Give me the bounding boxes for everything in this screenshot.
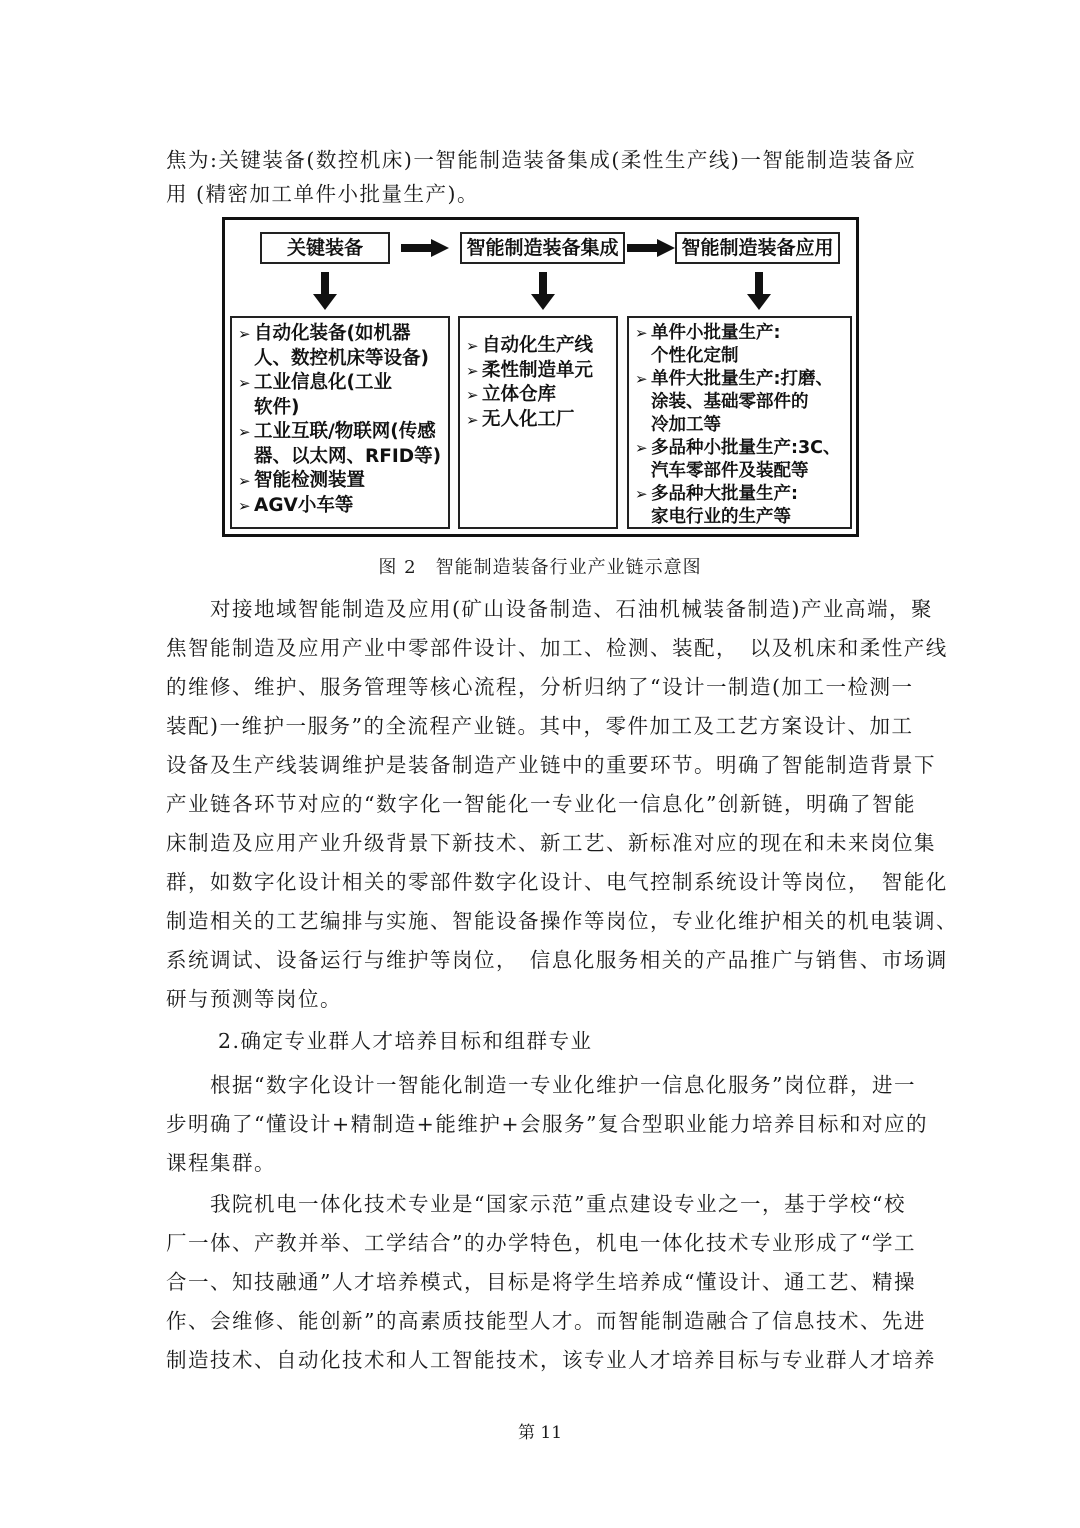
paragraph-line: 课程集群。 xyxy=(166,1151,276,1175)
down-arrow-icon xyxy=(531,272,555,310)
arrowhead-bullet-icon: ➢ xyxy=(635,324,648,342)
arrowhead-bullet-icon: ➢ xyxy=(238,325,251,343)
intro-line: 用 (精密加工单件小批量生产)。 xyxy=(166,182,480,206)
arrowhead-bullet-icon: ➢ xyxy=(635,485,648,503)
paragraph-line: 对接地域智能制造及应用(矿山设备制造、石油机械装备制造)产业高端，聚 xyxy=(210,597,933,621)
paragraph-line: 的维修、维护、服务管理等核心流程，分析归纳了“设计一制造(加工一检测一 xyxy=(166,675,914,699)
list-item: ➢ 多品种小批量生产:3C、 xyxy=(635,438,841,458)
paragraph-line: 步明确了“懂设计+精制造+能维护+会服务”复合型职业能力培养目标和对应的 xyxy=(166,1112,928,1136)
arrowhead-bullet-icon: ➢ xyxy=(466,410,479,429)
paragraph-line: 产业链各环节对应的“数字化一智能化一专业化一信息化”创新链，明确了智能 xyxy=(166,792,916,816)
arrowhead-bullet-icon: ➢ xyxy=(238,496,251,515)
paragraph-line: 合一、知技融通”人才培养模式，目标是将学生培养成“懂设计、通工艺、精操 xyxy=(166,1270,916,1294)
list-item: ➢ 立体仓库 xyxy=(466,383,612,408)
arrowhead-bullet-icon: ➢ xyxy=(635,439,648,457)
arrowhead-bullet-icon: ➢ xyxy=(466,337,479,355)
arrowhead-bullet-icon: ➢ xyxy=(238,423,251,441)
header-key-equipment: 关键装备 xyxy=(260,232,390,264)
paragraph-line: 设备及生产线装调维护是装备制造产业链中的重要环节。明确了智能制造背景下 xyxy=(166,753,936,777)
arrowhead-bullet-icon: ➢ xyxy=(238,374,251,392)
paragraph-line: 床制造及应用产业升级背景下新技术、新工艺、新标准对应的现在和未来岗位集 xyxy=(166,831,936,855)
paragraph-line: 我院机电一体化技术专业是“国家示范”重点建设专业之一，基于学校“校 xyxy=(210,1192,906,1216)
page-number: 第 11 xyxy=(517,1423,563,1443)
integration-list xyxy=(458,316,618,529)
list-item: ➢ 智能检测装置 xyxy=(238,469,444,494)
key-equipment-list: ➢ 自动化装备(如机器 人、数控机床等设备) ➢ 工业信息化(工业 软件) ➢ 工业互联/物联网(传感 器、以太网、RFID等) ➢ 智能检测装置 ➢ AGV小车等 xyxy=(230,316,450,529)
paragraph-line: 作、会维修、能创新”的高素质技能型人才。而智能制造融合了信息技术、先进 xyxy=(166,1309,926,1333)
list-item: ➢ 单件大批量生产:打磨、 xyxy=(635,369,833,389)
figure-caption: 图 2 智能制造装备行业产业链示意图 xyxy=(378,557,702,578)
list-item: ➢ 工业信息化(工业 xyxy=(238,371,444,396)
paragraph-line: 装配)一维护一服务”的全流程产业链。其中，零件加工及工艺方案设计、加工 xyxy=(166,714,914,738)
down-arrow-icon xyxy=(747,272,771,310)
right-arrow-icon xyxy=(627,239,675,257)
header-equipment-application: 智能制造装备应用 xyxy=(675,232,840,264)
application-list: ➢ 单件小批量生产: 个性化定制 ➢ 单件大批量生产:打磨、 涂装、基础零部件的 冷加工等 ➢ 多品种小批量生产:3C、 汽车零部件及装配等 ➢ 多品种大批量生产: 家电行业的生产等 xyxy=(627,316,852,529)
paragraph-line: 群，如数字化设计相关的零部件数字化设计、电气控制系统设计等岗位， 智能化 xyxy=(166,870,948,894)
paragraph-line: 制造相关的工艺编排与实施、智能设备操作等岗位，专业化维护相关的机电装调、 xyxy=(166,909,958,933)
arrowhead-bullet-icon: ➢ xyxy=(466,386,479,404)
list-item: ➢ 自动化生产线 xyxy=(466,334,612,359)
paragraph-line: 研与预测等岗位。 xyxy=(166,987,342,1011)
down-arrow-icon xyxy=(313,272,337,310)
right-arrow-icon xyxy=(401,239,449,257)
arrowhead-bullet-icon: ➢ xyxy=(466,361,479,380)
list-item: ➢ AGV小车等 xyxy=(238,494,444,519)
list-item: ➢ 自动化装备(如机器 xyxy=(238,322,444,347)
header-equipment-integration: 智能制造装备集成 xyxy=(460,232,625,264)
intro-line: 焦为:关键装备(数控机床)一智能制造装备集成(柔性生产线)一智能制造装备应 xyxy=(166,148,917,172)
list-item: ➢ 无人化工厂 xyxy=(466,408,612,433)
paragraph-line: 根据“数字化设计一智能化制造一专业化维护一信息化服务”岗位群，进一 xyxy=(210,1073,916,1097)
arrowhead-bullet-icon: ➢ xyxy=(635,370,648,388)
paragraph-line: 厂一体、产教并举、工学结合”的办学特色，机电一体化技术专业形成了“学工 xyxy=(166,1231,916,1255)
paragraph-line: 焦智能制造及应用产业中零部件设计、加工、检测、装配， 以及机床和柔性产线 xyxy=(166,636,948,660)
list-item: ➢ 多品种大批量生产: xyxy=(635,484,798,504)
paragraph-line: 系统调试、设备运行与维护等岗位， 信息化服务相关的产品推广与销售、市场调 xyxy=(166,948,948,972)
list-item: ➢ 工业互联/物联网(传感 xyxy=(238,420,444,445)
list-item: ➢ 柔性制造单元 xyxy=(466,359,612,384)
paragraph-line: 制造技术、自动化技术和人工智能技术，该专业人才培养目标与专业群人才培养 xyxy=(166,1348,936,1372)
industry-chain-figure xyxy=(222,217,859,537)
section-heading: 2.确定专业群人才培养目标和组群专业 xyxy=(218,1029,593,1053)
arrowhead-bullet-icon: ➢ xyxy=(238,472,251,490)
list-item: ➢ 单件小批量生产: xyxy=(635,323,781,343)
